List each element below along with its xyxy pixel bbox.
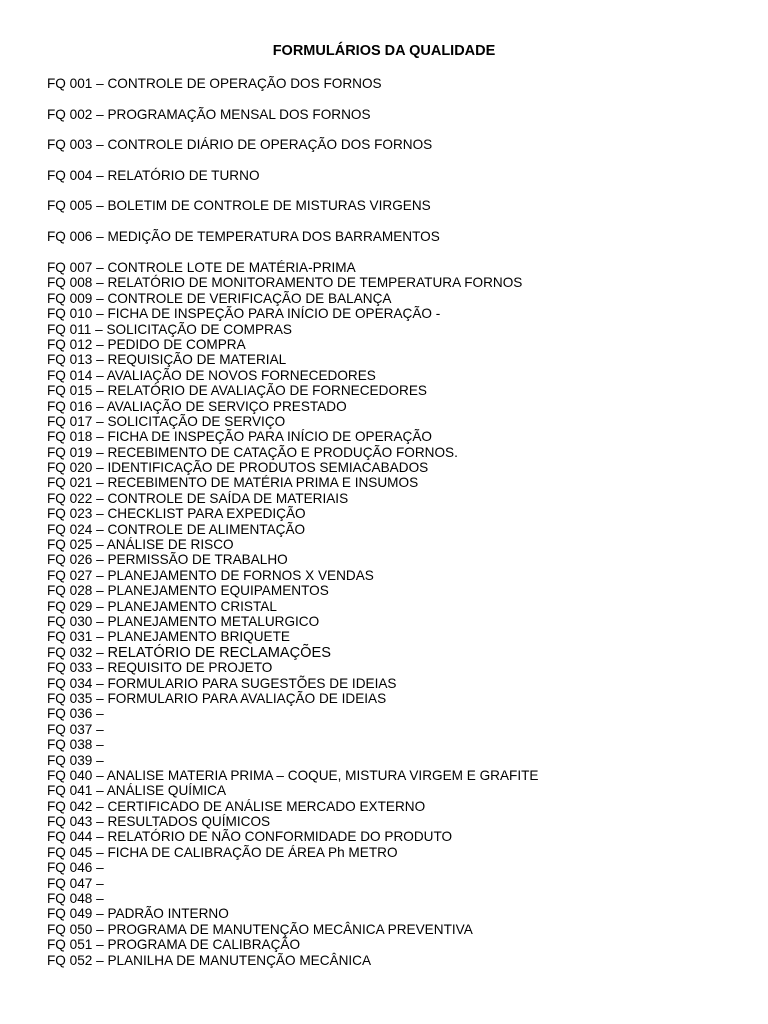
list-item: FQ 022 – CONTROLE DE SAÍDA DE MATERIAIS	[47, 490, 349, 506]
list-item: FQ 045 – FICHA DE CALIBRAÇÃO DE ÁREA Ph METRO	[47, 844, 398, 860]
list-item: FQ 026 – PERMISSÃO DE TRABALHO	[47, 552, 288, 568]
list-item: FQ 047 –	[47, 875, 104, 891]
list-item: FQ 010 – FICHA DE INSPEÇÃO PARA INÍCIO DE OPERAÇÃO -	[47, 306, 441, 322]
list-item: FQ 046 –	[47, 860, 104, 876]
list-item: FQ 043 – RESULTADOS QUÍMICOS	[47, 814, 271, 830]
list-item-fq032	[47, 645, 539, 660]
list-item: FQ 012 – PEDIDO DE COMPRA	[47, 336, 246, 352]
list-item: FQ 013 – REQUISIÇÃO DE MATERIAL	[47, 352, 287, 368]
list-item: FQ 007 – CONTROLE LOTE DE MATÉRIA-PRIMA	[47, 260, 356, 275]
list-item: FQ 028 – PLANEJAMENTO EQUIPAMENTOS	[47, 583, 329, 599]
list-item: FQ 036 –	[47, 706, 104, 722]
list-item: FQ 001 – CONTROLE DE OPERAÇÃO DOS FORNOS	[47, 76, 382, 91]
list-item: FQ 030 – PLANEJAMENTO METALURGICO	[47, 613, 320, 629]
fq032-prefix: FQ 032 –	[47, 644, 108, 660]
list-item: FQ 044 – RELATÓRIO DE NÃO CONFORMIDADE DO PRODUTO	[47, 829, 453, 845]
list-item: FQ 014 – AVALIAÇÃO DE NOVOS FORNECEDORES	[47, 367, 376, 383]
list-item: FQ 009 – CONTROLE DE VERIFICAÇÃO DE BALANÇA	[47, 290, 392, 306]
list-item: FQ 048 –	[47, 891, 104, 907]
list-item: FQ 037 –	[47, 721, 104, 737]
list-item: FQ 016 – AVALIAÇÃO DE SERVIÇO PRESTADO	[47, 398, 347, 414]
list-item: FQ 050 – PROGRAMA DE MANUTENÇÃO MECÂNICA PREVENTIVA	[47, 921, 473, 937]
list-item: FQ 038 –	[47, 737, 104, 753]
list-item: FQ 003 – CONTROLE DIÁRIO DE OPERAÇÃO DOS FORNOS	[47, 137, 433, 153]
list-item: FQ 021 – RECEBIMENTO DE MATÉRIA PRIMA E INSUMOS	[47, 475, 419, 491]
list-item: FQ 031 – PLANEJAMENTO BRIQUETE	[47, 629, 290, 645]
list-item: FQ 033 – REQUISITO DE PROJETO	[47, 660, 273, 676]
list-item: FQ 023 – CHECKLIST PARA EXPEDIÇÃO	[47, 506, 306, 522]
list-item: FQ 049 – PADRÃO INTERNO	[47, 906, 229, 922]
list-item: FQ 005 – BOLETIM DE CONTROLE DE MISTURAS VIRGENS	[47, 198, 431, 214]
list-item: FQ 035 – FORMULARIO PARA AVALIAÇÃO DE IDEIAS	[47, 690, 387, 706]
list-item: FQ 051 – PROGRAMA DE CALIBRAÇÃO	[47, 937, 301, 953]
list-item: FQ 018 – FICHA DE INSPEÇÃO PARA INÍCIO DE OPERAÇÃO	[47, 429, 433, 445]
list-item: FQ 029 – PLANEJAMENTO CRISTAL	[47, 598, 277, 614]
list-item: FQ 052 – PLANILHA DE MANUTENÇÃO MECÂNICA	[47, 952, 372, 968]
list-item: FQ 040 – ANALISE MATERIA PRIMA – COQUE, MISTURA VIRGEM E GRAFITE	[47, 767, 539, 783]
list-item: FQ 034 – FORMULARIO PARA SUGESTÕES DE IDEIAS	[47, 675, 397, 691]
list-item: FQ 004 – RELATÓRIO DE TURNO	[47, 167, 260, 183]
document-title: FORMULÁRIOS DA QUALIDADE	[272, 43, 496, 59]
list-item: FQ 039 –	[47, 752, 104, 768]
list-item: FQ 008 – RELATÓRIO DE MONITORAMENTO DE TEMPERATURA FORNOS	[47, 275, 523, 291]
list-item: FQ 017 – SOLICITAÇÃO DE SERVIÇO	[47, 413, 286, 429]
list-item: FQ 024 – CONTROLE DE ALIMENTAÇÃO	[47, 521, 306, 537]
list-item: FQ 011 – SOLICITAÇÃO DE COMPRAS	[47, 321, 292, 337]
list-item: FQ 041 – ANÁLISE QUÍMICA	[47, 783, 227, 799]
list-item: FQ 042 – CERTIFICADO DE ANÁLISE MERCADO EXTERNO	[47, 798, 426, 814]
list-item: FQ 027 – PLANEJAMENTO DE FORNOS X VENDAS	[47, 567, 374, 583]
fq032-title: RELATÓRIO DE RECLAMAÇÕES	[107, 644, 331, 661]
list-item: FQ 019 – RECEBIMENTO DE CATAÇÃO E PRODUÇÃO FORNOS.	[47, 444, 458, 460]
list-item: FQ 002 – PROGRAMAÇÃO MENSAL DOS FORNOS	[47, 106, 371, 122]
forms-list-spaced	[47, 75, 440, 259]
list-item: FQ 020 – IDENTIFICAÇÃO DE PRODUTOS SEMIACABADOS	[47, 460, 429, 476]
list-item: FQ 025 – ANÁLISE DE RISCO	[47, 537, 234, 553]
forms-list-dense	[47, 260, 539, 968]
list-item: FQ 006 – MEDIÇÃO DE TEMPERATURA DOS BARRAMENTOS	[47, 228, 440, 244]
list-item: FQ 015 – RELATÓRIO DE AVALIAÇÃO DE FORNECEDORES	[47, 383, 427, 399]
